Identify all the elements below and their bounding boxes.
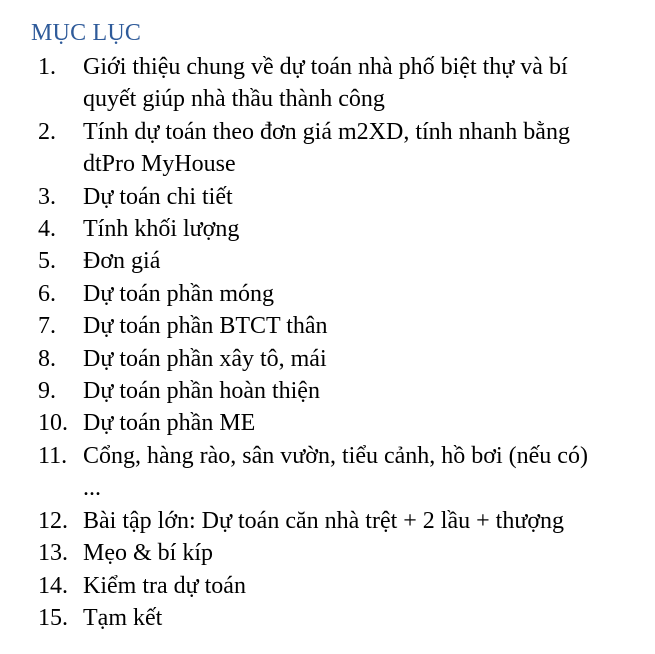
toc-item-number: 14. (38, 572, 68, 599)
toc-item-number: 7. (38, 313, 56, 340)
toc-item-number: 12. (38, 507, 68, 534)
toc-item-text: Mẹo & bí kíp (83, 540, 213, 567)
toc-item-text: Dự toán chi tiết (83, 183, 233, 210)
toc-item-number: 11. (38, 442, 68, 469)
toc-item (0, 505, 655, 537)
toc-item-text: Tạm kết (83, 604, 163, 631)
toc-item-number: 10. (38, 410, 68, 437)
toc-item-text: dtPro MyHouse (83, 151, 236, 178)
toc-item (0, 310, 655, 342)
toc-item (0, 602, 655, 634)
toc-item (0, 245, 655, 277)
toc-item-text: Dự toán phần xây tô, mái (83, 345, 327, 372)
toc-item (0, 537, 655, 569)
toc-item-number: 9. (38, 378, 56, 405)
toc-item-text: quyết giúp nhà thầu thành công (83, 86, 385, 113)
toc-item-text: Tính khối lượng (83, 216, 240, 243)
toc-item-text: Dự toán phần BTCT thân (83, 313, 328, 340)
toc-item-text: Dự toán phần ME (83, 410, 256, 437)
toc-item-text: Bài tập lớn: Dự toán căn nhà trệt + 2 lầu + thượng (83, 507, 565, 534)
toc-item (0, 407, 655, 439)
toc-item-text: Giới thiệu chung về dự toán nhà phố biệt thự và bí (83, 54, 568, 80)
toc-item-number: 5. (38, 248, 56, 275)
toc-item (0, 181, 655, 213)
toc-item-text: Dự toán phần móng (83, 280, 274, 307)
toc-item-number: 8. (38, 345, 56, 372)
toc-item-text: ... (83, 475, 101, 502)
toc-item (0, 440, 655, 505)
toc-item-text: Cổng, hàng rào, sân vườn, tiểu cảnh, hồ bơi (nếu có) (83, 442, 588, 469)
toc-item-number: 2. (38, 118, 56, 145)
toc-item (0, 343, 655, 375)
toc-item (0, 278, 655, 310)
toc-item-text: Tính dự toán theo đơn giá m2XD, tính nhanh bằng (83, 118, 570, 145)
toc-item-text: Đơn giá (83, 248, 161, 275)
toc-item-number: 15. (38, 604, 68, 631)
toc-item-number: 6. (38, 280, 56, 307)
toc-item-number: 13. (38, 540, 68, 567)
toc-heading: MỤC LỤC (31, 20, 142, 46)
toc-item (0, 375, 655, 407)
toc-item-text: Dự toán phần hoàn thiện (83, 378, 320, 405)
toc-item-number: 3. (38, 183, 56, 210)
toc-item-number: 4. (38, 216, 56, 243)
toc-item-number: 1. (38, 54, 56, 80)
toc-item (0, 213, 655, 245)
toc-item (0, 570, 655, 602)
toc-item (0, 116, 655, 181)
toc-item (0, 51, 655, 116)
toc-list (0, 51, 655, 634)
toc-item-text: Kiểm tra dự toán (83, 572, 246, 599)
